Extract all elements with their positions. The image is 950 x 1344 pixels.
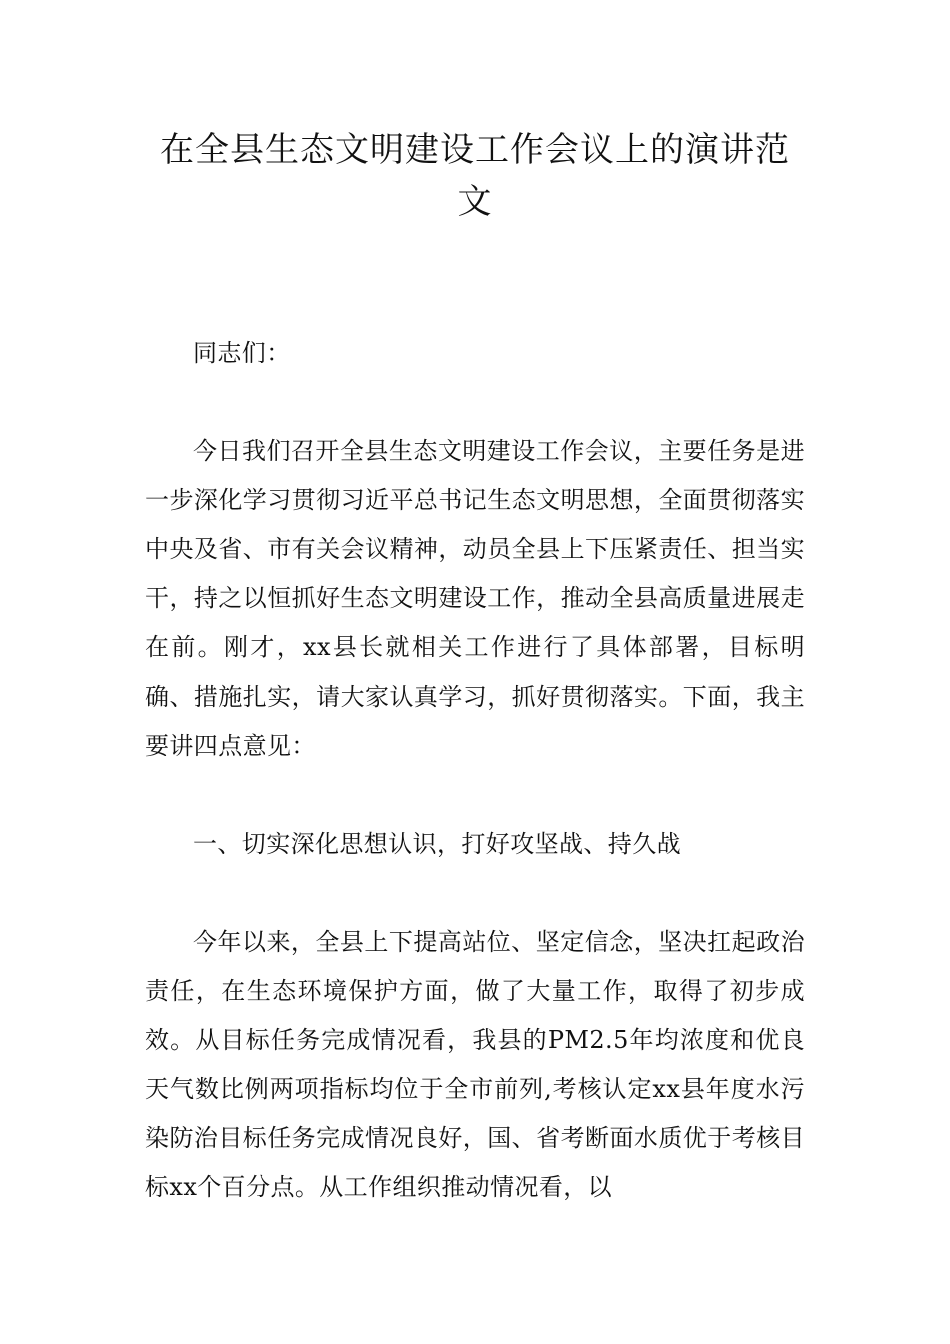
paragraph-spacer (145, 378, 805, 427)
salutation-paragraph: 同志们： (193, 339, 291, 367)
intro-paragraph: 今日我们召开全县生态文明建设工作会议，主要任务是进一步深化学习贯彻习近平总书记生态文明思想，全面贯彻落实中央及省、市有关会议精神，动员全县上下压紧责任、担当实干，持之以恒抓好生态文明建设工作，推动全县高质量进展走在前。刚才，xx县长就相关工作进行了具体部署，目标明确、措施扎实，请大家认真学习，抓好贯彻落实。下面，我主要讲四点意见： (145, 437, 805, 760)
paragraph-spacer (145, 869, 805, 918)
paragraph-spacer (145, 771, 805, 820)
section-1-paragraph: 今年以来，全县上下提高站位、坚定信念，坚决扛起政治责任，在生态环境保护方面，做了大量工作，取得了初步成效。从目标任务完成情况看，我县的PM2.5年均浓度和优良天气数比例两项指标均位于全市前列,考核认定xx县年度水污染防治目标任务完成情况良好，国、省考断面水质优于考核目标xx个百分点。从工作组织推动情况看，以 (145, 927, 805, 1202)
section-heading-1: 一、切实深化思想认识，打好攻坚战、持久战 (193, 829, 681, 858)
document-title: 在全县生态文明建设工作会议上的演讲范文 (160, 130, 790, 222)
document-body (145, 329, 805, 1212)
